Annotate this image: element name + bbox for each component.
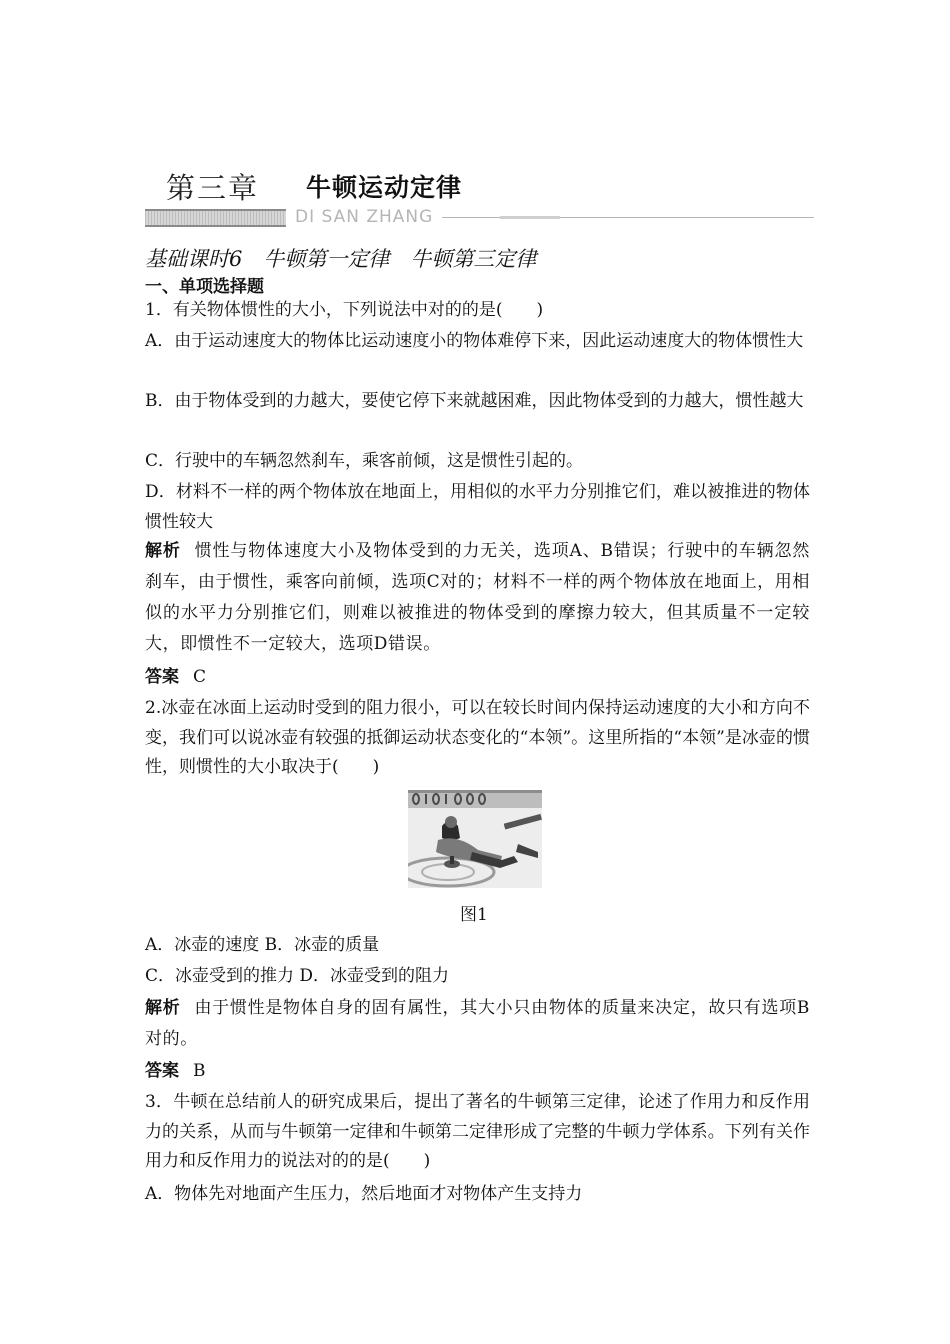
q2-options-line2: C．冰壶受到的推力 D．冰壶受到的阻力 <box>145 966 450 986</box>
q3-option-a: A．物体先对地面产生压力，然后地面才对物体产生支持力 <box>145 1184 583 1204</box>
q1-answer-value: C <box>193 667 207 687</box>
q3-stem: 3．牛顿在总结前人的研究成果后，提出了著名的牛顿第三定律，论述了作用力和反作用力的关系，从而与牛顿第一定律和牛顿第二定律形成了完整的牛顿力学体系。下列有关作用力和反作用力的说法对的的是( ) <box>145 1092 810 1171</box>
curling-photo <box>408 790 542 888</box>
section-title: 一、单项选择题 <box>145 277 264 297</box>
q2-answer-label: 答案 <box>145 1061 179 1081</box>
chapter-rule-line <box>442 217 814 218</box>
q2-stem: 2.冰壶在冰面上运动时受到的阻力很小，可以在较长时间内保持运动速度的大小和方向不变，我们可以说冰壶有较强的抵御运动状态变化的“本领”。这里所指的“本领”是冰壶的惯性，则惯性的大小取决于( ) <box>145 698 810 777</box>
lesson-title: 基础课时6 牛顿第一定律 牛顿第三定律 <box>145 247 537 271</box>
chapter-decoration-bar <box>145 209 286 227</box>
q2-answer-value: B <box>193 1061 206 1081</box>
q1-analysis-label: 解析 <box>145 541 181 561</box>
q1-option-d: D．材料不一样的两个物体放在地面上，用相似的水平力分别推它们，难以被推进的物体惯性较大 <box>145 482 810 532</box>
figure-caption: 图1 <box>460 905 488 925</box>
q2-analysis <box>145 993 810 1055</box>
chapter-title: 牛顿运动定律 <box>306 173 463 202</box>
q1-analysis-text: 惯性与物体速度大小及物体受到的力无关，选项A、B错误；行驶中的车辆忽然刹车，由于惯性，乘客向前倾，选项C对的；材料不一样的两个物体放在地面上，用相似的水平力分别推它们，则难以被推进的物体受到的摩擦力较大，但其质量不一定较大，即惯性不一定较大，选项D错误。 <box>145 541 810 654</box>
q1-answer-label: 答案 <box>145 667 179 687</box>
q2-answer <box>145 1057 810 1087</box>
q2-analysis-text: 由于惯性是物体自身的固有属性，其大小只由物体的质量来决定，故只有选项B对的。 <box>145 998 811 1049</box>
q1-option-b: B．由于物体受到的力越大，要使它停下来就越困难，因此物体受到的力越大，惯性越大 <box>145 391 804 411</box>
q2-analysis-label: 解析 <box>145 998 181 1018</box>
q1-option-c: C．行驶中的车辆忽然刹车，乘客前倾，这是惯性引起的。 <box>145 451 584 471</box>
q1-option-a: A．由于运动速度大的物体比运动速度小的物体难停下来，因此运动速度大的物体惯性大 <box>145 331 804 351</box>
q1-stem: 1．有关物体惯性的大小，下列说法中对的的是( ) <box>145 300 544 320</box>
chapter-pinyin: DI SAN ZHANG <box>295 207 434 227</box>
q1-answer <box>145 663 810 693</box>
curling-illustration <box>408 790 542 888</box>
q2-options-line1: A．冰壶的速度 B．冰壶的质量 <box>145 935 380 955</box>
chapter-number: 第三章 <box>166 171 260 205</box>
chapter-rule-accent <box>500 216 560 219</box>
q1-analysis <box>145 536 810 660</box>
